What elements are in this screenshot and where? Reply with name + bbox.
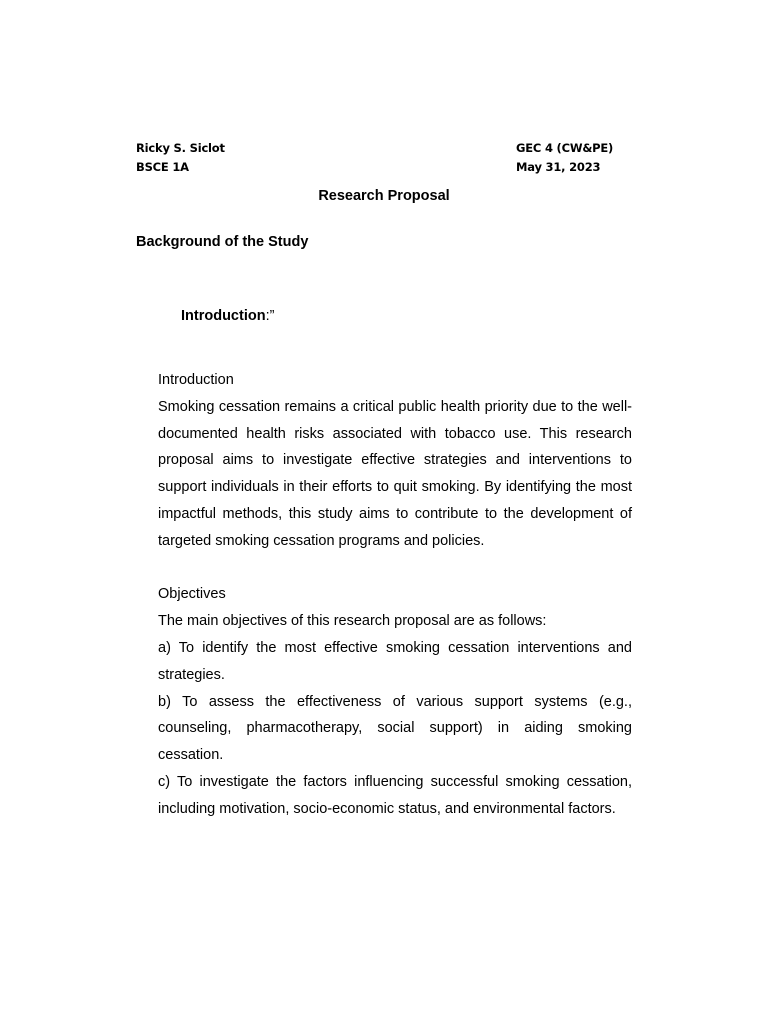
body-content (158, 367, 632, 823)
objectives-lead: The main objectives of this research proposal are as follows: (158, 613, 547, 630)
objectives-label: Objectives (158, 586, 226, 603)
section-heading: Background of the Study (136, 234, 309, 250)
program-section: BSCE 1A (136, 160, 189, 174)
document-title: Research Proposal (318, 188, 450, 204)
author-name: Ricky S. Siclot (136, 141, 225, 155)
objective-item-c: c) To investigate the factors influencing successful smoking cessation, including motivation, socio-economic status, and environmental factors. (158, 773, 632, 817)
introduction-paragraph: Smoking cessation remains a critical public health priority due to the well-documented health risks associated with tobacco use. This research proposal aims to investigate effective strategies and interventions to support individuals in their efforts to quit smoking. By identifying the most impactful methods, this study aims to contribute to the development of targeted smoking cessation programs and policies. (158, 398, 632, 549)
course-code: GEC 4 (CW&PE) (516, 141, 614, 155)
intro-heading-suffix: :” (265, 308, 275, 324)
submission-date: May 31, 2023 (516, 160, 601, 174)
header-left (136, 139, 225, 177)
paragraph-gap (158, 555, 632, 582)
header-right (516, 139, 613, 177)
intro-heading-bold: Introduction (181, 308, 266, 324)
objective-item-a: a) To identify the most effective smoking cessation interventions and strategies. (158, 639, 632, 683)
introduction-label: Introduction (158, 372, 234, 388)
objective-item-b: b) To assess the effectiveness of various support systems (e.g., counseling, pharmacotherapy, social support) in aiding smoking cessation. (158, 693, 632, 764)
intro-heading (181, 306, 274, 326)
